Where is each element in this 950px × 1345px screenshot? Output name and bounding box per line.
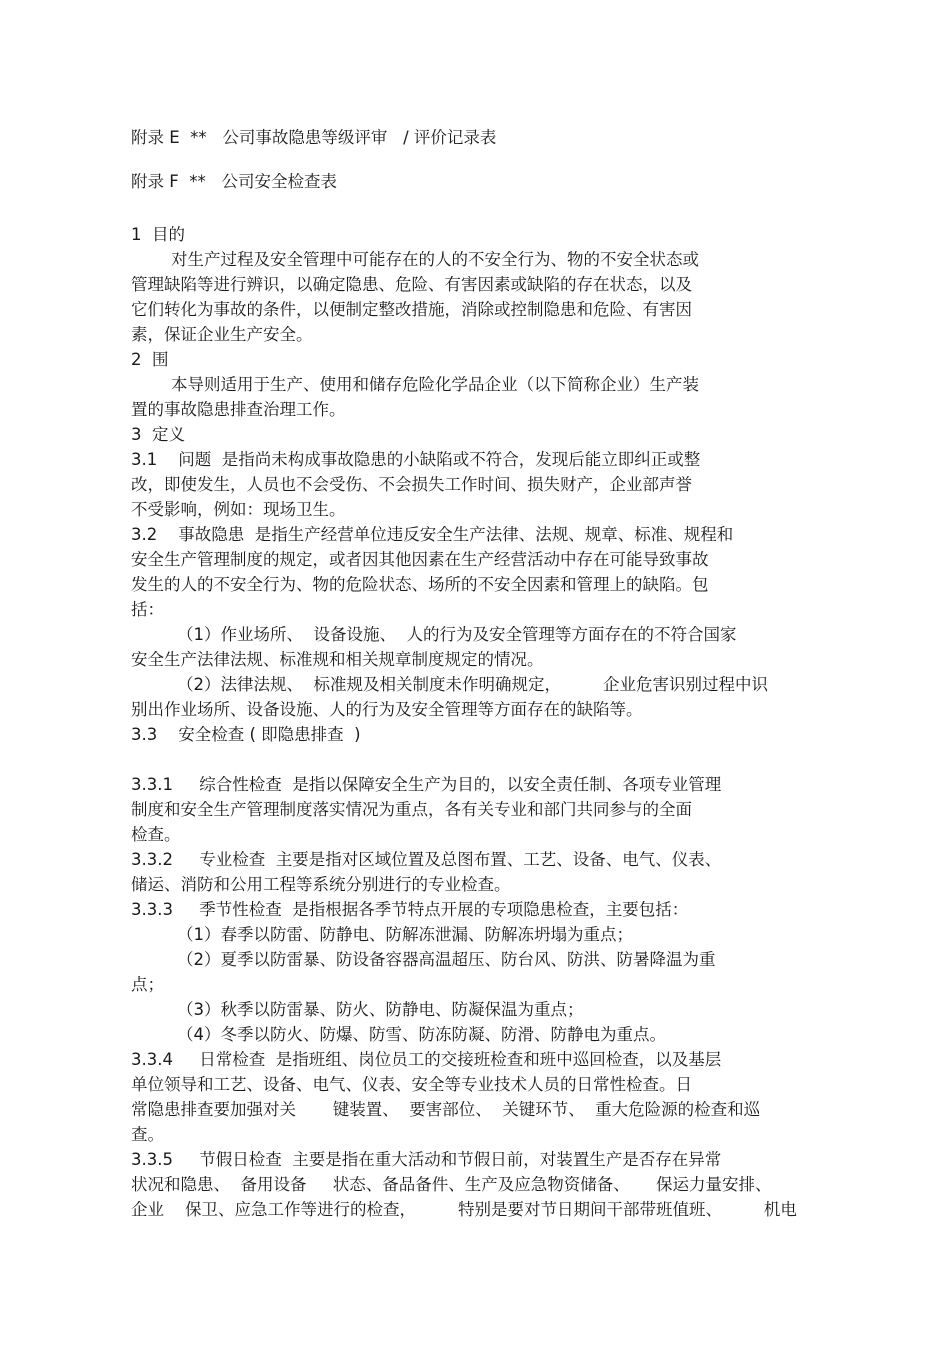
season-item-line: 点；: [131, 975, 164, 994]
clause-3-1-line: 3.1 问题 是指尚未构成事故隐患的小缺陷或不符合，发现后能立即纠正或整: [131, 450, 701, 469]
clause-3-3-5-line: 状况和隐患、 备用设备 状态、备品备件、生产及应急物资储备、 保运力量安排、: [131, 1175, 772, 1194]
clause-3-3-1-line: 检查。: [131, 825, 181, 844]
section-1-heading: 1 目的: [131, 225, 185, 244]
clause-3-2-item-line: （2）法律法规、 标准规及相关制度未作明确规定， 企业危害识别过程中识: [177, 675, 768, 694]
clause-3-3-1-line: 制度和安全生产管理制度落实情况为重点，各有关专业和部门共同参与的全面: [131, 800, 692, 819]
section-1-text-line: 对生产过程及安全管理中可能存在的人的不安全行为、物的不安全状态或: [171, 250, 699, 269]
section-2-text-line: 置的事故隐患排查治理工作。: [131, 400, 346, 419]
appendix-e-heading: 附录 E ** 公司事故隐患等级评审 / 评价记录表: [131, 128, 497, 147]
section-2-heading: 2 围: [131, 350, 169, 369]
appendix-f-heading: 附录 F ** 公司安全检查表: [131, 172, 337, 191]
clause-3-3-4-line: 单位领导和工艺、设备、电气、仪表、安全等专业技术人员的日常性检查。日: [131, 1075, 692, 1094]
season-item-line: （4）冬季以防火、防爆、防雪、防冻防凝、防滑、防静电为重点。: [177, 1025, 666, 1044]
clause-3-3-2-line: 储运、消防和公用工程等系统分别进行的专业检查。: [131, 875, 511, 894]
clause-3-3-1-line: 3.3.1 综合性检查 是指以保障安全生产为目的，以安全责任制、各项专业管理: [131, 775, 722, 794]
season-item-line: （1）春季以防雷、防静电、防解冻泄漏、防解冻坍塌为重点；: [177, 925, 633, 944]
section-1-text-line: 它们转化为事故的条件，以便制定整改措施，消除或控制隐患和危险、有害因: [131, 300, 692, 319]
section-1-text-line: 素，保证企业生产安全。: [131, 325, 313, 344]
clause-3-2-line: 发生的人的不安全行为、物的危险状态、场所的不安全因素和管理上的缺陷。包: [131, 575, 709, 594]
clause-3-3-heading: 3.3 安全检查 ( 即隐患排查 ): [131, 725, 361, 744]
clause-3-2-line: 括：: [131, 600, 164, 619]
season-item-line: （3）秋季以防雷暴、防火、防静电、防凝保温为重点；: [177, 1000, 584, 1019]
clause-3-3-2-line: 3.3.2 专业检查 主要是指对区域位置及总图布置、工艺、设备、电气、仪表、: [131, 850, 722, 869]
clause-3-3-5-line: 企业 保卫、应急工作等进行的检查， 特别是要对节日期间干部带班值班、 机电: [131, 1200, 797, 1219]
section-3-heading: 3 定义: [131, 425, 185, 444]
clause-3-3-5-line: 3.3.5 节假日检查 主要是指在重大活动和节假日前，对装置生产是否存在异常: [131, 1150, 722, 1169]
clause-3-2-item-line: 安全生产法律法规、标准规和相关规章制度规定的情况。: [131, 650, 544, 669]
clause-3-3-4-line: 查。: [131, 1125, 164, 1144]
clause-3-3-3-line: 3.3.3 季节性检查 是指根据各季节特点开展的专项隐患检查，主要包括：: [131, 900, 689, 919]
section-1-text-line: 管理缺陷等进行辨识，以确定隐患、危险、有害因素或缺陷的存在状态，以及: [131, 275, 692, 294]
clause-3-1-line: 改，即使发生，人员也不会受伤、不会损失工作时间、损失财产，企业部声誉: [131, 475, 692, 494]
clause-3-2-item-line: （1）作业场所、 设备设施、 人的行为及安全管理等方面存在的不符合国家: [177, 625, 737, 644]
season-item-line: （2）夏季以防雷暴、防设备容器高温超压、防台风、防洪、防暑降温为重: [177, 950, 716, 969]
clause-3-2-line: 3.2 事故隐患 是指生产经营单位违反安全生产法律、法规、规章、标准、规程和: [131, 525, 734, 544]
clause-3-2-line: 安全生产管理制度的规定，或者因其他因素在生产经营活动中存在可能导致事故: [131, 550, 709, 569]
clause-3-3-4-line: 常隐患排查要加强对关 键装置、 要害部位、 关键环节、 重大危险源的检查和巡: [131, 1100, 761, 1119]
section-2-text-line: 本导则适用于生产、使用和储存危险化学品企业（以下简称企业）生产装: [171, 375, 699, 394]
clause-3-3-4-line: 3.3.4 日常检查 是指班组、岗位员工的交接班检查和班中巡回检查，以及基层: [131, 1050, 722, 1069]
clause-3-1-line: 不受影响，例如：现场卫生。: [131, 500, 346, 519]
clause-3-2-item-line: 别出作业场所、设备设施、人的行为及安全管理等方面存在的缺陷等。: [131, 700, 643, 719]
